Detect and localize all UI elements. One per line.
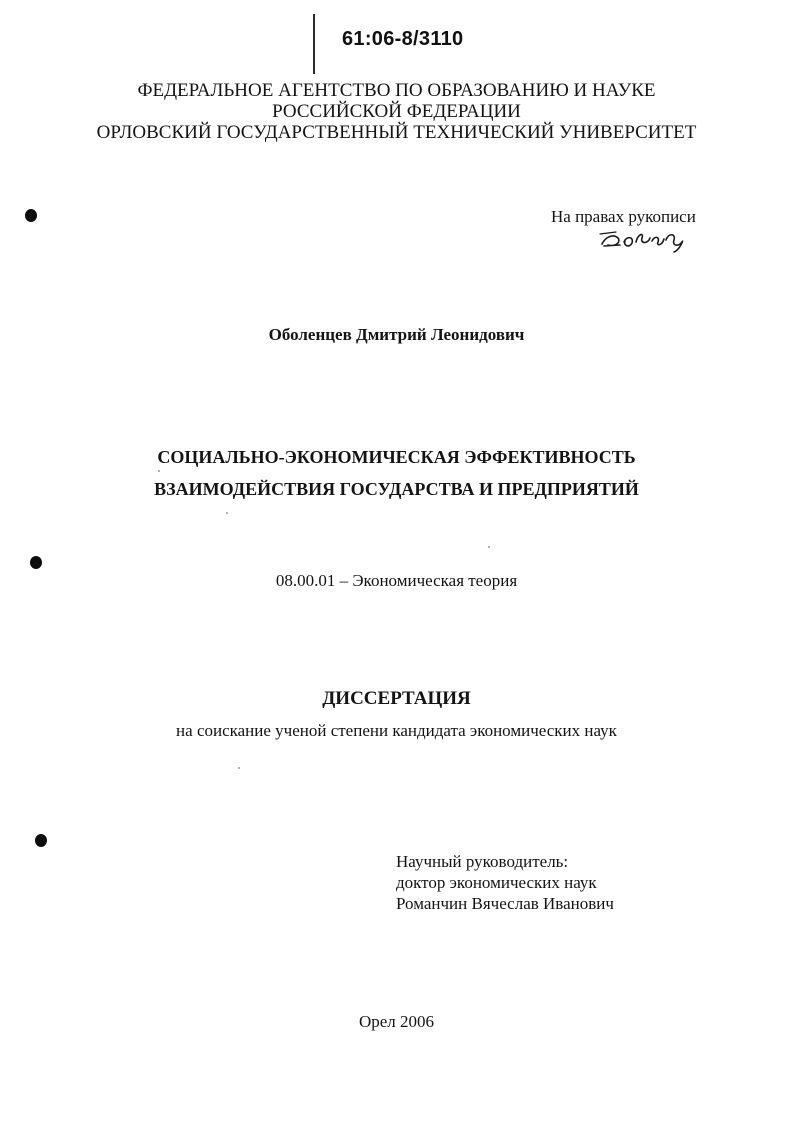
scan-speck	[158, 470, 160, 472]
supervisor-block	[396, 851, 614, 914]
supervisor-label: Научный руководитель:	[396, 852, 569, 871]
institution-header	[0, 80, 793, 143]
dissertation-subtitle: на соискание ученой степени кандидата экономических наук	[176, 721, 617, 740]
institution-line-2: РОССИЙСКОЙ ФЕДЕРАЦИИ	[272, 101, 521, 122]
binding-hole-bottom	[35, 834, 47, 847]
binding-hole-middle	[30, 556, 42, 569]
binding-hole-top	[25, 209, 37, 222]
manuscript-rights-note: На правах рукописи	[551, 207, 696, 226]
dissertation-title	[0, 441, 793, 505]
scan-speck	[488, 546, 490, 548]
handwritten-signature	[596, 224, 692, 254]
title-line-2: ВЗАИМОДЕЙСТВИЯ ГОСУДАРСТВА И ПРЕДПРИЯТИЙ	[154, 479, 639, 499]
institution-line-1: ФЕДЕРАЛЬНОЕ АГЕНТСТВО ПО ОБРАЗОВАНИЮ И НАУКЕ	[137, 80, 656, 101]
supervisor-name: Романчин Вячеслав Иванович	[396, 894, 614, 913]
archive-code: 61:06-8/3110	[342, 28, 464, 50]
title-line-1: СОЦИАЛЬНО-ЭКОНОМИЧЕСКАЯ ЭФФЕКТИВНОСТЬ	[157, 447, 636, 467]
scan-speck	[238, 767, 240, 769]
place-year: Орел 2006	[358, 1012, 435, 1031]
specialty-code: 08.00.01 – Экономическая теория	[275, 571, 518, 590]
scan-speck	[226, 512, 228, 514]
institution-line-3: ОРЛОВСКИЙ ГОСУДАРСТВЕННЫЙ ТЕХНИЧЕСКИЙ УНИВЕРСИТЕТ	[96, 122, 697, 143]
supervisor-degree: доктор экономических наук	[396, 873, 597, 892]
margin-rule-line	[313, 14, 315, 74]
dissertation-heading: ДИССЕРТАЦИЯ	[322, 688, 471, 709]
author-name: Оболенцев Дмитрий Леонидович	[268, 325, 525, 344]
